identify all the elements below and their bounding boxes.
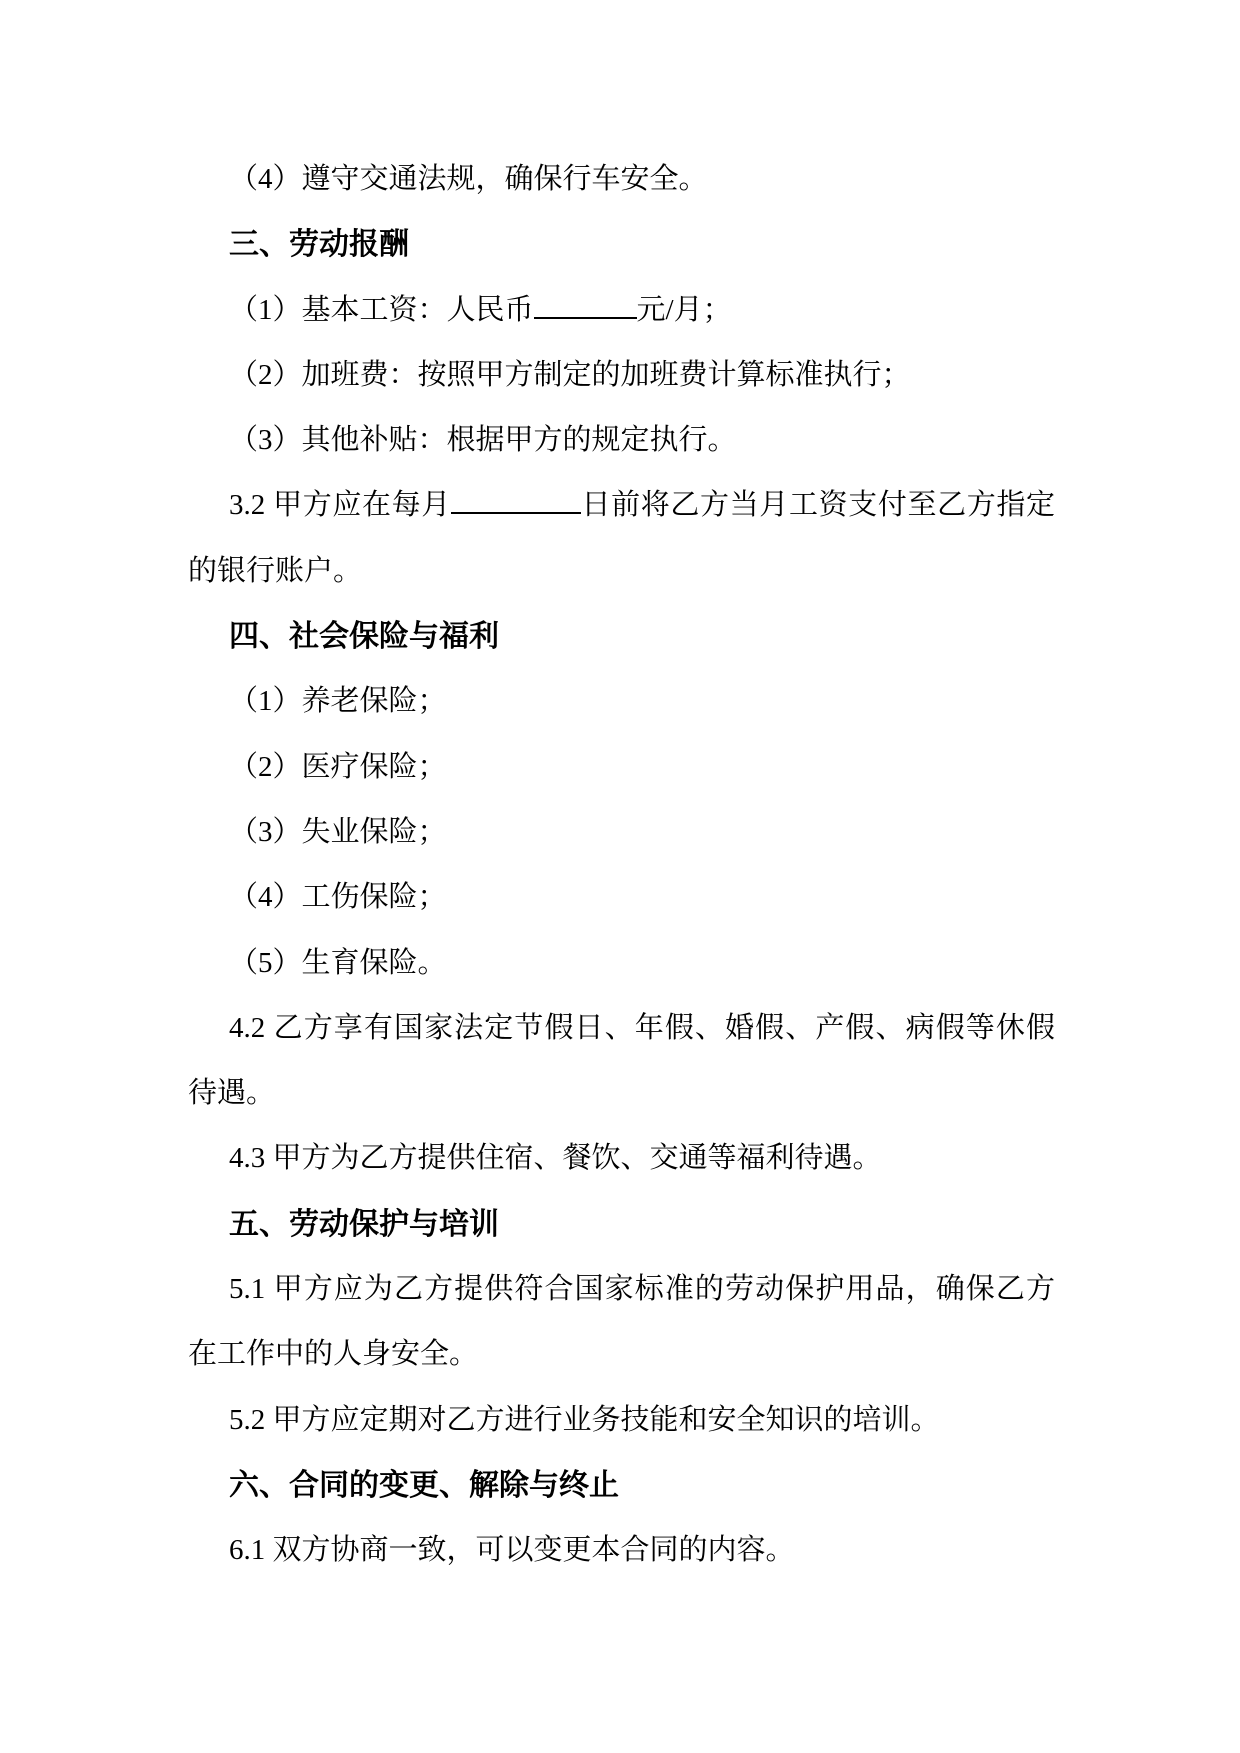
- text-run: 6.1 双方协商一致，可以变更本合同的内容。: [229, 1534, 795, 1567]
- text-run: 五、劳动保护与培训: [229, 1207, 499, 1241]
- clause-training: [188, 1388, 1055, 1453]
- paragraph-line: [188, 1322, 1055, 1387]
- clause-traffic-safety: [188, 147, 1055, 212]
- text-run: 四、社会保险与福利: [229, 620, 499, 654]
- section-heading: [188, 212, 1055, 277]
- heading-social-insurance-welfare: [188, 604, 1055, 669]
- clause-medical-insurance: [188, 735, 1055, 800]
- paragraph-line: [188, 669, 1055, 734]
- clause-salary-payment: [188, 473, 1055, 604]
- paragraph-line: [188, 473, 1055, 538]
- paragraph-line: [188, 800, 1055, 865]
- text-run: 日前将乙方当月工资支付至乙方指定: [580, 489, 1055, 522]
- clause-labor-protection-supplies: [188, 1257, 1055, 1388]
- heading-labor-remuneration: [188, 212, 1055, 277]
- clause-other-subsidies: [188, 408, 1055, 473]
- paragraph-line: [188, 1126, 1055, 1191]
- paragraph-line: [188, 408, 1055, 473]
- text-run: （5）生育保险。: [229, 946, 447, 979]
- paragraph-line: [188, 147, 1055, 212]
- paragraph-line: [188, 1061, 1055, 1126]
- text-run: （4）工伤保险；: [229, 881, 447, 914]
- clause-unemployment-insurance: [188, 800, 1055, 865]
- paragraph-line: [188, 931, 1055, 996]
- clause-basic-salary: [188, 278, 1055, 343]
- section-heading: [188, 604, 1055, 669]
- text-run: 在工作中的人身安全。: [188, 1338, 479, 1371]
- clause-welfare-benefits: [188, 1126, 1055, 1191]
- clause-work-injury-insurance: [188, 865, 1055, 930]
- text-run: 3.2 甲方应在每月: [229, 489, 451, 522]
- text-run: 5.1 甲方应为乙方提供符合国家标准的劳动保护用品，确保乙方: [229, 1273, 1055, 1306]
- text-run: 三、劳动报酬: [229, 228, 409, 262]
- paragraph-line: [188, 1388, 1055, 1453]
- text-run: 4.3 甲方为乙方提供住宿、餐饮、交通等福利待遇。: [229, 1142, 882, 1175]
- text-run: （1）养老保险；: [229, 685, 447, 718]
- heading-labor-protection-training: [188, 1192, 1055, 1257]
- text-run: （2）加班费：按照甲方制定的加班费计算标准执行；: [229, 358, 911, 391]
- text-run: （2）医疗保险；: [229, 750, 447, 783]
- blank-underline-field: [534, 315, 637, 319]
- text-run: 5.2 甲方应定期对乙方进行业务技能和安全知识的培训。: [229, 1403, 940, 1436]
- section-heading: [188, 1192, 1055, 1257]
- paragraph-line: [188, 539, 1055, 604]
- clause-overtime-pay: [188, 343, 1055, 408]
- text-run: 4.2 乙方享有国家法定节假日、年假、婚假、产假、病假等休假: [229, 1011, 1055, 1044]
- paragraph-line: [188, 278, 1055, 343]
- text-run: 六、合同的变更、解除与终止: [229, 1468, 619, 1502]
- blank-underline-field: [451, 510, 581, 514]
- clause-pension-insurance: [188, 669, 1055, 734]
- text-run: 的银行账户。: [188, 554, 363, 587]
- text-run: （3）失业保险；: [229, 815, 447, 848]
- contract-body: [188, 147, 1055, 1584]
- paragraph-line: [188, 735, 1055, 800]
- text-run: 待遇。: [188, 1077, 276, 1110]
- clause-statutory-holidays: [188, 996, 1055, 1127]
- section-heading: [188, 1453, 1055, 1518]
- paragraph-line: [188, 865, 1055, 930]
- paragraph-line: [188, 343, 1055, 408]
- text-run: （3）其他补贴：根据甲方的规定执行。: [229, 424, 737, 457]
- clause-mutual-agreement-modification: [188, 1518, 1055, 1583]
- text-run: （4）遵守交通法规，确保行车安全。: [229, 163, 708, 195]
- text-run: （1）基本工资：人民币: [229, 293, 534, 326]
- clause-maternity-insurance: [188, 931, 1055, 996]
- paragraph-line: [188, 1518, 1055, 1583]
- heading-contract-modification-termination: [188, 1453, 1055, 1518]
- paragraph-line: [188, 1257, 1055, 1322]
- paragraph-line: [188, 996, 1055, 1061]
- text-run: 元/月；: [636, 293, 732, 326]
